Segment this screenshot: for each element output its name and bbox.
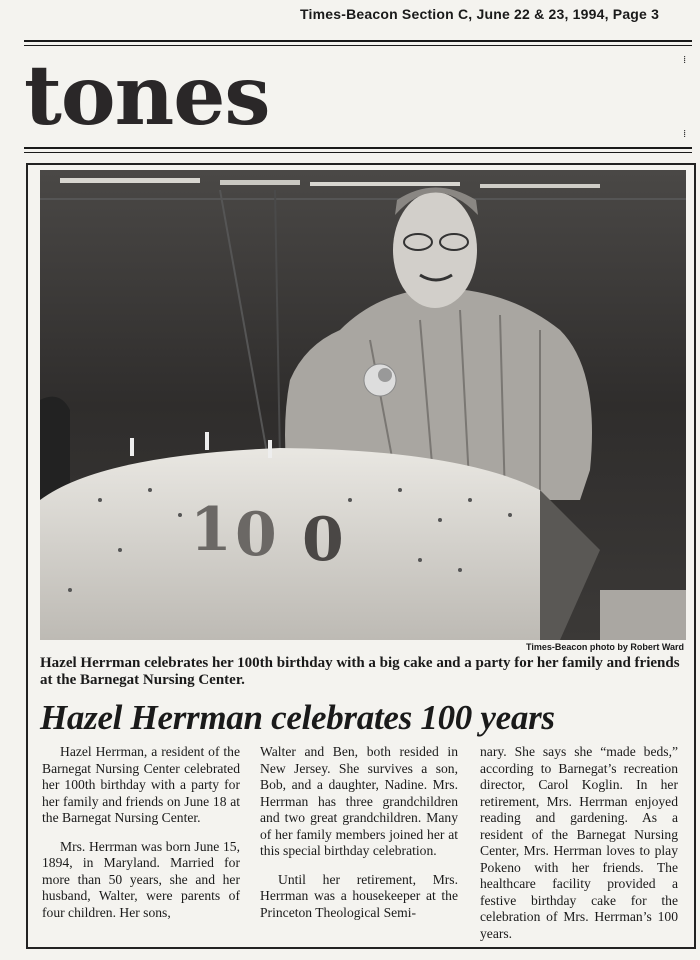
top-rule [24, 40, 692, 42]
section-title: tones [24, 48, 270, 144]
photo-credit: Times-Beacon photo by Robert Ward [525, 642, 684, 652]
corner-ornament: ⁞ [683, 129, 686, 140]
cake-number-2: 0 [235, 500, 277, 570]
corner-ornament: ⁞ [683, 55, 686, 66]
top-rule-thin [24, 45, 692, 46]
article-column-1 [42, 744, 240, 933]
bottom-rule [26, 948, 694, 949]
section-rule-thin [24, 152, 692, 153]
article-photo [40, 170, 686, 640]
paragraph: Mrs. Herrman was born June 15, 1894, in Maryland. Married for more than 50 years, she and her husband, Walter, were parents of four children. Her sons, [42, 838, 240, 920]
article-column-2 [260, 744, 458, 933]
section-rule [24, 147, 692, 149]
article-headline: Hazel Herrman celebrates 100 years [40, 698, 555, 737]
birthday-photo [40, 170, 686, 640]
paragraph: nary. She says she “made beds,” according to Barnegat’s recreation director, Carol Koglin. In her retirement, Mrs. Herrman enjoyed reading and gardening. As a resident of the Barnegat Nursing Center, Mrs. Herrman loves to play Pokeno with her friends. The healthcare facility provided a festive birthday cake for the celebration of Mrs. Herrman’s 100 years. [480, 744, 678, 941]
cake-number-1: 1 [190, 495, 232, 565]
paragraph: Walter and Ben, both resided in New Jersey. She survives a son, Bob, and a daughter, Nadine. Mrs. Herrman has three grandchildren and two great grandchildren. Many of her family members joined her at this special birthday celebration. [260, 744, 458, 858]
photo-caption: Hazel Herrman celebrates her 100th birthday with a big cake and a party for her family and friends at the Barnegat Nursing Center. [40, 655, 680, 688]
paragraph: Until her retirement, Mrs. Herrman was a housekeeper at the Princeton Theological Semi- [260, 871, 458, 920]
paragraph: Hazel Herrman, a resident of the Barnegat Nursing Center celebrated her 100th birthday with a party for her family and friends on June 18 at the Barnegat Nursing Center. [42, 744, 240, 825]
cake-number-3: 0 [302, 505, 344, 575]
article-column-3 [480, 744, 678, 954]
page-folio: Times-Beacon Section C, June 22 & 23, 1994, Page 3 [300, 6, 660, 22]
